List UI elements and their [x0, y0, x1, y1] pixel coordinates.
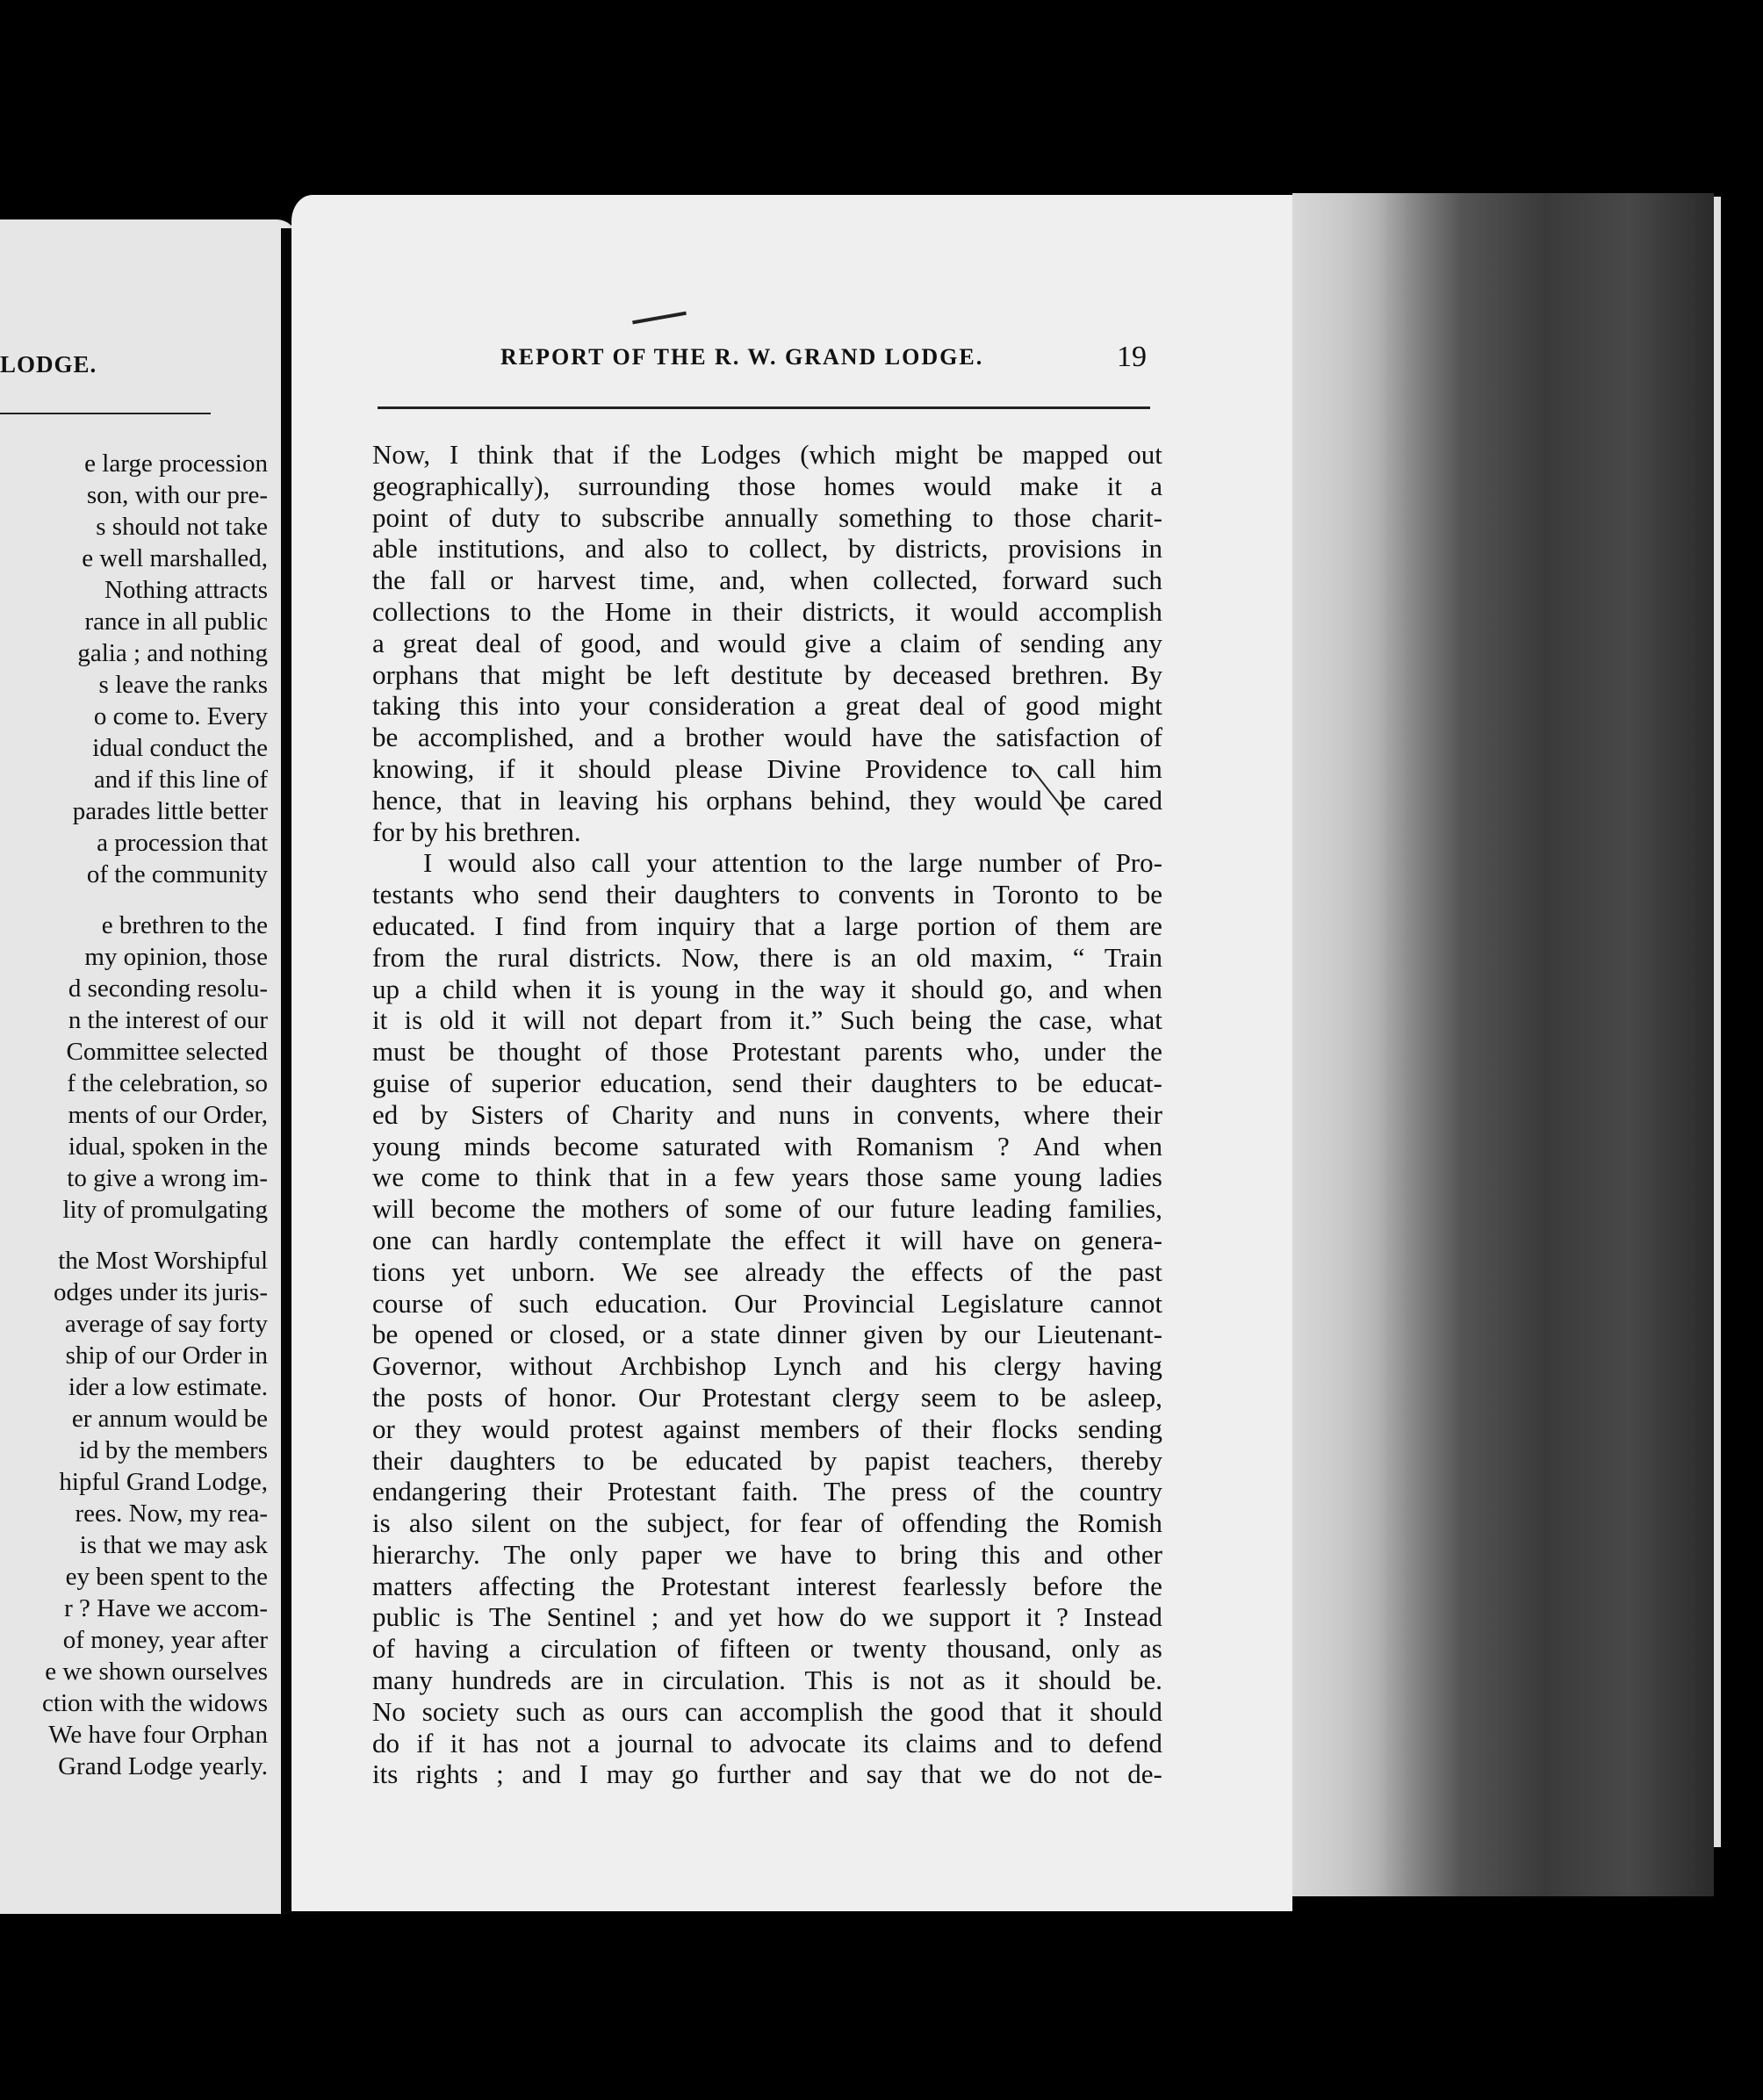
left-line: the Most Worshipful [58, 1247, 268, 1275]
left-line: id by the members [78, 1436, 268, 1464]
text-line: guise of superior education, send their daughters to be educat- [372, 1067, 1162, 1098]
left-line: galia ; and nothing [77, 639, 268, 667]
text-line: collections to the Home in their districts, it would accomplish [372, 595, 1162, 627]
left-line: s leave the ranks [98, 671, 268, 699]
left-line: f the celebration, so [67, 1069, 268, 1097]
text-line: will become the mothers of some of our future leading families, [372, 1193, 1162, 1225]
text-line: it is old it will not depart from it.” Such being the case, what [372, 1004, 1162, 1036]
left-line: son, with our pre- [86, 481, 268, 509]
left-line: of the community [86, 860, 268, 888]
left-line: ey been spent to the [65, 1563, 268, 1591]
text-line: or they would protest against members of their flocks sending [372, 1413, 1162, 1444]
left-line: to give a wrong im- [67, 1164, 268, 1192]
left-line: of money, year after [62, 1626, 268, 1654]
text-line: point of duty to subscribe annually something to those charit- [372, 501, 1162, 533]
text-line: tions yet unborn. We see already the effects of the past [372, 1255, 1162, 1287]
head-rule [378, 406, 1150, 409]
text-line: public is The Sentinel ; and yet how do we support it ? Instead [372, 1601, 1162, 1633]
text-line: ed by Sisters of Charity and nuns in convents, where their [372, 1098, 1162, 1130]
text-line: the fall or harvest time, and, when collected, forward such [372, 565, 1162, 596]
text-line: Now, I think that if the Lodges (which might be mapped out [372, 439, 1162, 470]
left-line: rance in all public [84, 608, 268, 636]
left-line: Nothing attracts [104, 576, 268, 604]
text-line: its rights ; and I may go further and say that we do not de- [372, 1758, 1162, 1790]
left-line: Committee selected [66, 1038, 268, 1066]
left-line: d seconding resolu- [68, 974, 268, 1003]
left-line: e well marshalled, [82, 544, 268, 572]
left-line: o come to. Every [93, 702, 268, 730]
text-line: hierarchy. The only paper we have to bring this and other [372, 1538, 1162, 1570]
left-line: ider a low estimate. [68, 1373, 268, 1401]
left-line: ship of our Order in [65, 1341, 268, 1370]
text-line: of having a circulation of fifteen or twenty thousand, only as [372, 1633, 1162, 1665]
left-line: hipful Grand Lodge, [59, 1468, 268, 1496]
text-line: hence, that in leaving his orphans behind, they would be cared [372, 784, 1162, 816]
text-line: be accomplished, and a brother would have the satisfaction of [372, 722, 1162, 753]
text-line: able institutions, and also to collect, by districts, provisions in [372, 533, 1162, 565]
text-line: endangering their Protestant faith. The press of the country [372, 1476, 1162, 1507]
left-line: s should not take [96, 513, 268, 541]
text-line: young minds become saturated with Romanism ? And when [372, 1130, 1162, 1161]
book-page-edges [1292, 193, 1714, 1896]
text-line: we come to think that in a few years those same young ladies [372, 1161, 1162, 1193]
text-line: for by his brethren. [372, 816, 581, 847]
text-line: their daughters to be educated by papist teachers, thereby [372, 1444, 1162, 1476]
left-page-text [0, 448, 268, 1782]
left-line: is that we may ask [79, 1531, 268, 1559]
text-line: do if it has not a journal to advocate its claims and to defend [372, 1727, 1162, 1758]
text-line: testants who send their daughters to convents in Toronto to be [372, 879, 1162, 910]
text-line: up a child when it is young in the way it should go, and when [372, 973, 1162, 1004]
text-line: knowing, if it should please Divine Providence to call him [372, 752, 1162, 784]
text-line: matters affecting the Protestant interest fearlessly before the [372, 1570, 1162, 1601]
text-line: is also silent on the subject, for fear of offending the Romish [372, 1507, 1162, 1539]
left-line: e brethren to the [101, 911, 268, 939]
left-line: idual, spoken in the [68, 1133, 268, 1161]
left-line: r ? Have we accom- [64, 1594, 268, 1622]
left-line: ments of our Order, [68, 1101, 268, 1129]
left-line: er annum would be [71, 1405, 268, 1433]
text-line: one can hardly contemplate the effect it will have on genera- [372, 1224, 1162, 1255]
left-page [0, 219, 303, 1914]
left-line: parades little better [72, 797, 268, 825]
left-line: idual conduct the [92, 734, 268, 762]
left-line: We have four Orphan [48, 1721, 268, 1749]
text-line: be opened or closed, or a state dinner given by our Lieutenant- [372, 1319, 1162, 1350]
left-line: e we shown ourselves [45, 1658, 268, 1686]
page-number: 19 [1117, 341, 1147, 373]
left-line: lity of promulgating [62, 1196, 268, 1224]
text-line: No society such as ours can accomplish the good that it should [372, 1695, 1162, 1727]
left-line: rees. Now, my rea- [75, 1499, 268, 1528]
text-line: Governor, without Archbishop Lynch and his clergy having [372, 1350, 1162, 1382]
text-line: from the rural districts. Now, there is an old maxim, “ Train [372, 941, 1162, 973]
text-line: geographically), surrounding those homes would make it a [372, 470, 1162, 501]
running-head: REPORT OF THE R. W. GRAND LODGE. [500, 344, 984, 370]
left-line: a procession that [97, 829, 268, 857]
left-line: average of say forty [64, 1310, 268, 1338]
text-line: I would also call your attention to the large number of Pro- [423, 847, 1162, 879]
text-line: must be thought of those Protestant parents who, under the [372, 1036, 1162, 1068]
left-line: Grand Lodge yearly. [58, 1752, 268, 1780]
text-line: taking this into your consideration a great deal of good might [372, 690, 1162, 722]
left-line: n the interest of our [68, 1006, 268, 1034]
text-line: course of such education. Our Provincial Legislature cannot [372, 1287, 1162, 1319]
left-line: odges under its juris- [53, 1278, 268, 1306]
left-running-head: LODGE. [0, 351, 97, 378]
left-line: e large procession [84, 449, 268, 478]
left-line: ction with the widows [42, 1689, 268, 1717]
text-line: orphans that might be left destitute by deceased brethren. By [372, 658, 1162, 690]
text-line: a great deal of good, and would give a claim of sending any [372, 627, 1162, 658]
left-line: my opinion, those [84, 943, 268, 971]
text-line: educated. I find from inquiry that a large portion of them are [372, 910, 1162, 941]
text-line: many hundreds are in circulation. This is not as it should be. [372, 1665, 1162, 1696]
left-head-rule [0, 413, 211, 414]
text-line: the posts of honor. Our Protestant clergy seem to be asleep, [372, 1381, 1162, 1413]
body-text [372, 439, 1162, 1790]
left-line: and if this line of [93, 766, 268, 794]
